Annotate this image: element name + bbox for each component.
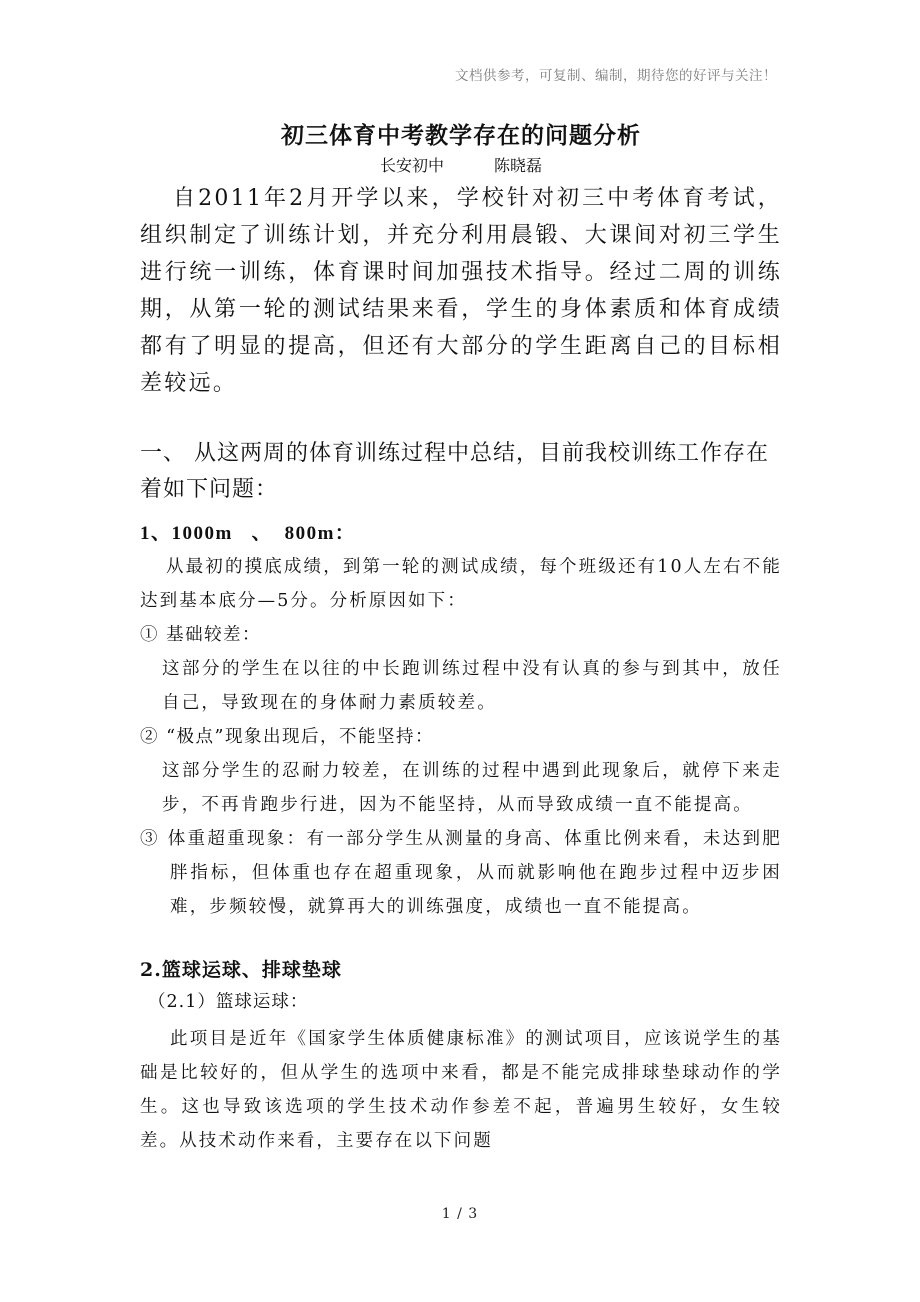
reason-1-body: 这部分的学生在以往的中长跑训练过程中没有认真的参与到其中，放任自己，导致现在的身体耐力素质较差。: [162, 659, 782, 713]
watermark-text: 文档供参考，可复制、编制，期待您的好评与关注！: [455, 68, 777, 84]
section-2-body: 此项目是近年《国家学生体质健康标准》的测试项目，应该说学生的基础是比较好的，但从学生的选项中来看，都是不能完成排球垫球动作的学生。这也导致该选项的学生技术动作参差不起，普遍男生较好，女生较差。从技术动作来看，主要存在以下问题: [140, 1029, 782, 1151]
intro-paragraph: 自2011年2月开学以来，学校针对初三中考体育考试，组织制定了训练计划，并充分利用晨锻、大课间对初三学生进行统一训练，体育课时间加强技术指导。经过二周的训练期，从第一轮的测试结果来看，学生的身体素质和体育成绩都有了明显的提高，但还有大部分的学生距离自己的目标相差较远。: [140, 186, 782, 396]
author-name: 陈晓磊: [494, 156, 543, 175]
reason-1-label: ① 基础较差：: [140, 625, 262, 645]
section-1-heading: 一、 从这两周的体育训练过程中总结，目前我校训练工作存在着如下问题：: [140, 441, 769, 502]
author-line: [140, 154, 782, 178]
reason-2-body: 这部分学生的忍耐力较差，在训练的过程中遇到此现象后，就停下来走步，不再肯跑步行进，因为不能坚持，从而导致成绩一直不能提高。: [162, 761, 782, 815]
school-name: 长安初中: [379, 156, 444, 175]
section-2-subheading: （2.1）篮球运球：: [148, 992, 309, 1012]
subsection-1-intro: 从最初的摸底成绩，到第一轮的测试成绩，每个班级还有10人左右不能达到基本底分—5分。分析原因如下：: [140, 557, 782, 611]
document-body: [140, 120, 782, 1158]
reason-3: ③ 体重超重现象：有一部分学生从测量的身高、体重比例来看，未达到肥胖指标，但体重也存在超重现象，从而就影响他在跑步过程中迈步困难，步频较慢，就算再大的训练强度，成绩也一直不能提高。: [140, 829, 782, 917]
page-number: 1 / 3: [441, 1206, 479, 1222]
reason-2-label: ② “极点”现象出现后，不能坚持：: [140, 727, 434, 747]
section-2-heading: 2.篮球运球、排球垫球: [140, 959, 342, 981]
subsection-1-heading: 1、1000m 、 800m：: [140, 523, 356, 544]
document-title: 初三体育中考教学存在的问题分析: [281, 122, 641, 149]
